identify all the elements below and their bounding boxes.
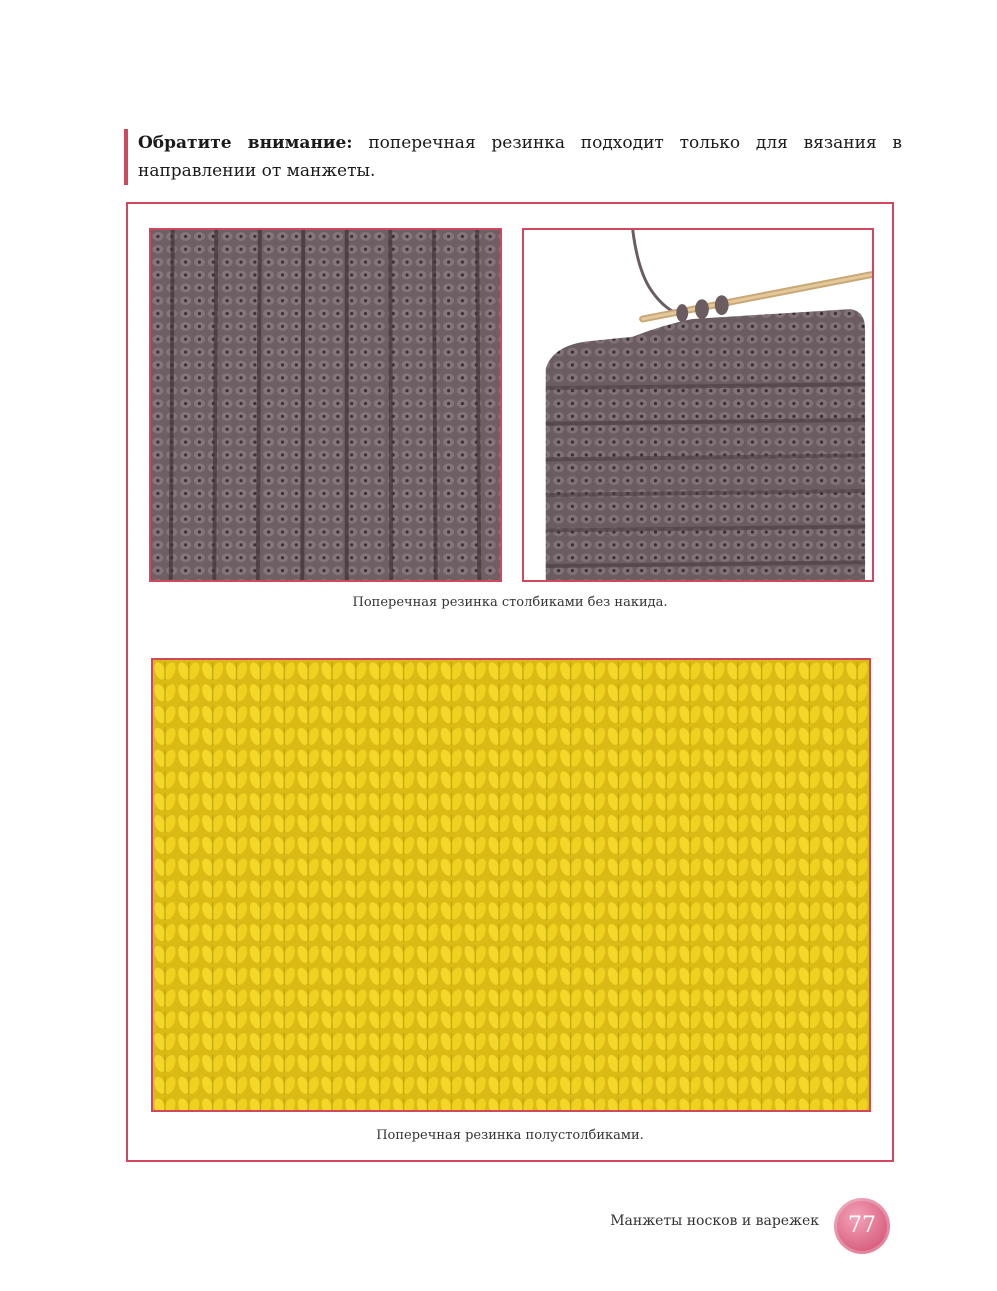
- caption-top: Поперечная резинка столбиками без накида.: [352, 595, 668, 610]
- photo-gray-rib-sample: [149, 228, 502, 582]
- page-number: 77: [848, 1213, 876, 1238]
- photo-gray-sample-with-hook: [522, 228, 874, 582]
- attention-note: [124, 129, 902, 185]
- photo-yellow-rib-sample: [151, 658, 871, 1112]
- footer-section-title: Манжеты носков и варежек: [610, 1213, 819, 1229]
- page-number-badge: [834, 1198, 890, 1254]
- caption-bottom: Поперечная резинка полустолбиками.: [376, 1128, 644, 1143]
- note-label: Обратите внимание:: [138, 133, 353, 153]
- note-text: поперечная резинка подходит только для вязания в направлении от манжеты.: [138, 133, 902, 181]
